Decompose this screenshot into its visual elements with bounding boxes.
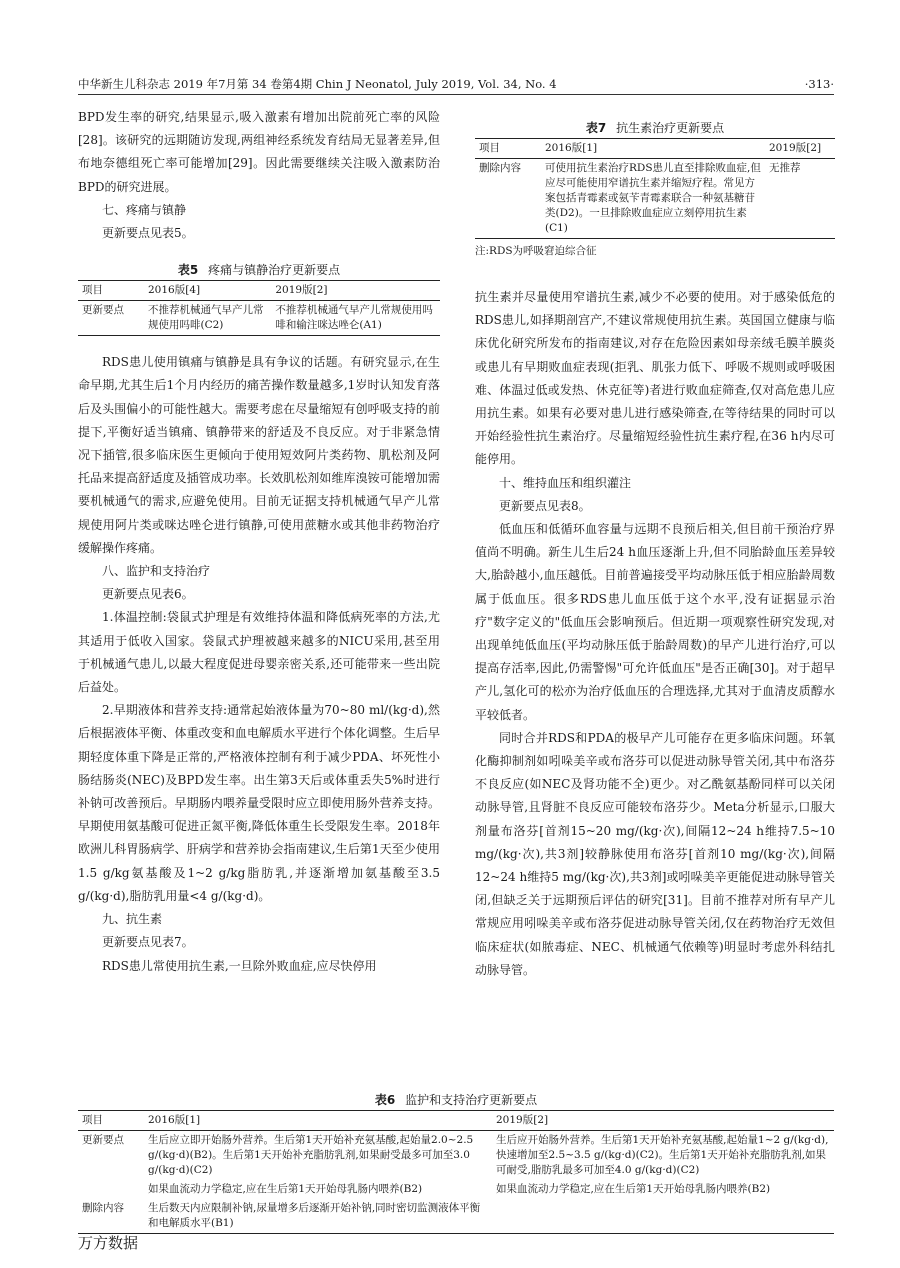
table-header: 2016版[4]: [144, 281, 271, 301]
page-number: ·313·: [804, 77, 834, 91]
paragraph: 更新要点见表5。: [102, 226, 194, 241]
section-heading: 七、疼痛与镇静: [102, 202, 187, 217]
table-cell: 生后应开始肠外营养。生后第1天开始补充氨基酸,起始量1~2 g/(kg·d),快速增加至2.5~3.5 g/(kg·d)(C2)。生后第1天开始补充脂肪乳剂,如果可耐受,脂肪乳最多可加至4.0 g/(kg·d)(C2): [496, 1134, 829, 1176]
table-caption: [78, 260, 440, 280]
table-cell: 如果血流动力学稳定,应在生后第1天开始母乳肠内喂养(B2): [496, 1183, 771, 1195]
table-cell: 无推荐: [765, 159, 835, 239]
table-header: 项目: [78, 281, 144, 301]
paragraph: 抗生素并尽量使用窄谱抗生素,减少不必要的使用。对于感染低危的RDS患儿,如择期剖宫产,不建议常规使用抗生素。英国国立健康与临床优化研究所发布的指南建议,对存在危险因素如母亲绒毛膜羊膜炎或患儿有早期败血症表现(拒乳、肌张力低下、呼吸不规则或呼吸困难、体温过低或发热、休克征等)者进行败血症筛查,仅对高危患儿应用抗生素。如果有必要对患儿进行感染筛查,在等待结果的同时可以开始经验性抗生素治疗。尽量缩短经验性抗生素疗程,在36 h内尽可能停用。: [475, 290, 835, 467]
paragraph: BPD发生率的研究,结果显示,吸入激素有增加出院前死亡率的风险[28]。该研究的远期随访发现,两组神经系统发育结局无显著差异,但布地奈德组死亡率可能增加[29]。因此需要继续关注吸入激素防治BPD的研究进展。: [78, 110, 440, 194]
section-heading: 十、维持血压和组织灌注: [499, 475, 632, 490]
table-title: 疼痛与镇静治疗更新要点: [208, 263, 341, 277]
table-number: 表6: [374, 1093, 396, 1107]
table-row: [78, 301, 440, 336]
paragraph: 同时合并RDS和PDA的极早产儿可能存在更多临床问题。环氧化酶抑制剂如吲哚美辛或布洛芬可以促进动脉导管关闭,其中布洛芬不良反应(如NEC及肾功能不全)更少。对乙酰氨基酚同样可以关闭动脉导管,且肾脏不良反应可能较布洛芬少。Meta分析显示,口服大剂量布洛芬[首剂15~20 mg/(kg·次),间隔12~24 h维持7.5~10 mg/(kg·次),共3剂]较静脉使用布洛芬[首剂10 mg/(kg·次),间隔12~24 h维持5 mg/(kg·次),共3剂]或吲哚美辛更能促进动脉导管关闭,但缺乏关于远期预后评估的研究[31]。目前不推荐对所有早产儿常规应用吲哚美辛或布洛芬促进动脉导管关闭,仅在药物治疗无效但临床症状(如脓毒症、NEC、机械通气依赖等)明显时考虑外科结扎动脉导管。: [475, 730, 835, 977]
table-cell: 生后应立即开始肠外营养。生后第1天开始补充氨基酸,起始量2.0~2.5 g/(kg·d)(B2)。生后第1天开始补充脂肪乳剂,如果耐受最多可加至3.0 g/(kg·d)(C2): [148, 1134, 474, 1176]
table-caption: [78, 1090, 834, 1110]
table-header: 2019版[2]: [492, 1111, 834, 1131]
watermark-text: 万方数据: [78, 1234, 139, 1252]
table-cell: 删除内容: [78, 1199, 144, 1234]
table-cell: 不推荐机械通气早产儿常规使用吗啡和输注咪达唑仑(A1): [271, 301, 440, 336]
running-header: [78, 74, 834, 95]
table-row: [78, 1131, 834, 1181]
table-row: [78, 1180, 834, 1199]
table-header: 2019版[2]: [271, 281, 440, 301]
table-caption: [475, 118, 835, 138]
table-header: 2019版[2]: [765, 139, 835, 159]
paragraph: 更新要点见表6。: [102, 587, 194, 602]
section-heading: 八、监护和支持治疗: [102, 564, 211, 579]
paragraph: 低血压和低循环血容量与远期不良预后相关,但目前干预治疗界值尚不明确。新生儿生后24 h血压逐渐上升,但不同胎龄血压差异较大,胎龄越小,血压越低。目前普遍接受平均动脉压低于相应胎龄周数属于低血压。很多RDS患儿血压低于这个水平,没有证据显示治疗"数字定义的"低血压会影响预后。但近期一项观察性研究发现,对出现单纯低血压(平均动脉压低于胎龄周数)的早产儿进行治疗,可以提高存活率,因此,仍需警惕"可允许低血压"是否正确[30]。对于超早产儿,氢化可的松亦为治疗低血压的合理选择,尤其对于血清皮质醇水平较低者。: [475, 522, 835, 722]
table-6: [78, 1090, 834, 1234]
table-row: [78, 1199, 834, 1234]
paragraph: 1.体温控制:袋鼠式护理是有效维持体温和降低病死率的方法,尤其适用于低收入国家。袋鼠式护理被越来越多的NICU采用,甚至用于机械通气患儿,以最大程度促进母婴亲密关系,还可能带来一些出院后益处。: [78, 610, 440, 695]
table-header: 项目: [475, 139, 541, 159]
table-row: [475, 159, 835, 239]
journal-citation: 中华新生儿科杂志 2019 年7月第 34 卷第4期 Chin J Neonatol, July 2019, Vol. 34, No. 4: [78, 77, 557, 91]
table-cell: [492, 1199, 834, 1234]
table-cell: 可使用抗生素治疗RDS患儿直至排除败血症,但应尽可能使用窄谱抗生素并缩短疗程。常见方案包括青霉素或氨苄青霉素联合一种氨基糖苷类(D2)。一旦排除败血症应立刻停用抗生素(C1): [541, 159, 765, 239]
table-cell: 更新要点: [78, 301, 144, 336]
table-cell: 删除内容: [475, 159, 541, 239]
table-title: 抗生素治疗更新要点: [616, 121, 725, 135]
table-number: 表5: [177, 263, 199, 277]
right-column: [475, 286, 835, 982]
table-cell: 不推荐机械通气早产儿常规使用吗啡(C2): [144, 301, 271, 336]
table-header: 项目: [78, 1111, 144, 1131]
paragraph: 2.早期液体和营养支持:通常起始液体量为70~80 ml/(kg·d),然后根据液体平衡、体重改变和血电解质水平进行个体化调整。生后早期轻度体重下降是正常的,严格液体控制有利于减少PDA、坏死性小肠结肠炎(NEC)及BPD发生率。出生第3天后或体重丢失5%时进行补钠可改善预后。早期肠内喂养量受限时应立即使用肠外营养支持。早期使用氨基酸可促进正氮平衡,降低体重生长受限发生率。2018年欧洲儿科胃肠病学、肝病学和营养协会指南建议,生后第1天至少使用1.5 g/kg氨基酸及1~2 g/kg脂肪乳,并逐渐增加氨基酸至3.5 g/(kg·d),脂肪乳用量<4 g/(kg·d)。: [78, 703, 440, 903]
paragraph: 更新要点见表8。: [499, 498, 591, 513]
table-note: 注:RDS为呼吸窘迫综合征: [475, 245, 597, 257]
table-cell: 更新要点: [82, 1134, 124, 1146]
table-5: [78, 260, 440, 336]
table-header: 2016版[1]: [541, 139, 765, 159]
table-header: 2016版[1]: [144, 1111, 492, 1131]
paragraph: 更新要点见表7。: [102, 935, 194, 950]
left-column: [78, 106, 440, 978]
table-7: [475, 118, 835, 258]
table-number: 表7: [585, 121, 607, 135]
paragraph: RDS患儿使用镇痛与镇静是具有争议的话题。有研究显示,在生命早期,尤其生后1个月内经历的痛苦操作数量越多,1岁时认知发育落后及头围偏小的可能性越大。需要考虑在尽量缩短有创呼吸支持的前提下,平衡好适当镇痛、镇静带来的舒适及不良反应。对于非紧急情况下插管,很多临床医生更倾向于使用短效阿片类药物、肌松剂及阿托品来提高舒适度及插管成功率。长效肌松剂如维库溴铵可能增加需要机械通气的需求,应避免使用。目前无证据支持机械通气早产儿常规使用阿片类或咪达唑仑进行镇静,可使用蔗糖水或其他非药物治疗缓解操作疼痛。: [78, 355, 440, 555]
section-heading: 九、抗生素: [102, 912, 163, 927]
table-title: 监护和支持治疗更新要点: [405, 1093, 538, 1107]
table-cell: 如果血流动力学稳定,应在生后第1天开始母乳肠内喂养(B2): [148, 1183, 423, 1195]
table-cell: [78, 1180, 144, 1199]
table-cell: 生后数天内应限制补钠,尿量增多后逐渐开始补钠,同时密切监测液体平衡和电解质水平(B1): [144, 1199, 492, 1234]
paragraph: RDS患儿常使用抗生素,一旦除外败血症,应尽快停用: [102, 958, 377, 973]
